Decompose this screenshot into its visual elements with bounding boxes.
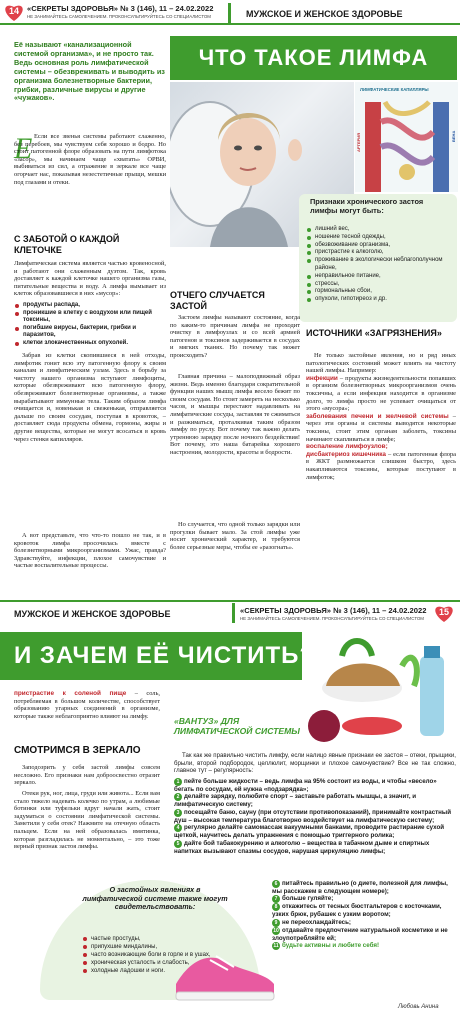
bullet-salt: пристрастие к соленой пище (14, 690, 127, 697)
heading-care: С ЗАБОТОЙ О КАЖДОЙ КЛЕТОЧКЕ (14, 234, 120, 255)
bullet-liver: заболевания печени и желчевой системы (306, 412, 449, 420)
heading-mirror: СМОТРИМСЯ В ЗЕРКАЛО (14, 745, 141, 756)
mirror-para1: Заподозрить у себя застой лимфы совсем несложно. Его признаки нам доброосвестно отразит зеркало. (14, 764, 160, 787)
sneaker-icon (170, 940, 280, 1006)
signs-list (306, 226, 454, 304)
vantuz-item: 2 делайте зарядку, полюбите спорт – заставьте работать мышцы, а значит, и лимфатическую систему; (174, 793, 417, 809)
dropcap-e: Е (14, 132, 33, 165)
vantuz-item: 5 дайте бой табакокурению и алкоголю – вещества в табачном дыме и спиртных напитках вызывают спазмы сосудов, нарушая циркуляцию лимфы; (174, 839, 430, 855)
bullet-nodes: воспаление лимфоузлов; (306, 443, 388, 451)
food-illustration (302, 626, 458, 746)
col2-para3: Но случается, что одной только зарядки или прогулки бывает мало. За стой лимфы уже носит хронический характер, и требуются более серьезные меры, чтобы ее «разогнать». (170, 521, 300, 551)
bullet-dysbiosis: дисбактериоз кишечника (306, 450, 386, 458)
stagnation-item: хроническая усталость и слабость, (82, 959, 258, 967)
col3-text: Не только застойные явления, но и ряд иных патологических состояний может влиять на чистоту нашей лимфы. Например: инфекции – продукты жизнедеятельности попавших в организм болезнетворных микроорганизмов очень токсичны, а если инфекция находится в организме долго, то лимфа просто не успевает очищаться от этого «мусора»; заболевания печени и желчевой системы – через эти органы и системы выводятся некоторые токсины, стоит этим органам заболеть, токсины начинают скапливаться в лимфе; воспаление лимфоузлов; дисбактериоз кишечника – если патогенная флора в ЖКТ размножается слишком быстро, здесь накапливаются токсины, которые поступают в лимфоток; (306, 352, 456, 481)
page-number-top: 14 (3, 2, 25, 22)
diagram-label-capillaries: ЛИМФАТИЧЕСКИЕ КАПИЛЛЯРЫ (360, 87, 429, 92)
stagnation-item: припухшие миндалины, (82, 943, 258, 951)
vantuz-list (174, 778, 456, 855)
vantuz-item: 7 больше гуляйте; (272, 895, 456, 903)
col1-list (14, 302, 166, 348)
vantuz-item: 11 будьте активны и любите себя! (273, 942, 380, 950)
stagnation-item: частые простуды, (82, 935, 258, 943)
heading-sources: ИСТОЧНИКИ «ЗАГРЯЗНЕНИЯ» (306, 328, 442, 338)
header-disclaimer-bottom: НЕ ЗАНИМАЙТЕСЬ САМОЛЕЧЕНИЕМ. ПРОКОНСУЛЬТИРУЙТЕСЬ СО СПЕЦИАЛИСТОМ (240, 616, 424, 621)
signs-item: лишний вес, (306, 226, 454, 234)
vantuz-item: 1 пейте больше жидкости – ведь лимфа на 95% состоит из воды, и чтобы «весело» бегать по сосудам, ей нужна «подзарядка»; (174, 778, 437, 793)
col1-list-item: клетки злокачественных опухолей. (14, 340, 166, 348)
col1-para4: А вот представьте, что что-то пошло не так, и в кровоток лимфа просочилась вместе с болезнетворными микроорганизмами. Ужас, правда? Здравствуйте, инфекции, плохое самочувствие и частые воспалительные процессы. (14, 532, 166, 570)
page-title-2: И ЗАЧЕМ ЕЁ ЧИСТИТЬ? (14, 642, 316, 669)
col1-list-item: продукты распада, (14, 302, 166, 310)
stagnation-item: часто возникающие боли в горле и в ушах, (82, 951, 258, 959)
author: Любовь Анина (398, 1004, 439, 1010)
stagnation-title: О застойных явлениях в лимфатической системе также могут свидетельствовать: (82, 885, 228, 912)
bullet-infections: инфекции (306, 374, 338, 382)
col1-para1: Если все звенья системы работают слаженно, без перебоев, мы чувствуем себя хорошо и бодро. Но стоит патогенной флоре образовать на пути лимфотока «засор», мы начинаем чаще «хватать» ОРВИ, выбиваться из сил, а отражение в зеркале все чаще огорчает нас, показывая незестетичные прыщи, мешки под глазами и отеки. (14, 133, 166, 186)
intro-text: Её называют «канализационной системой организма», и не просто так. Ведь основная роль лимфатической системы – обезвреживать и выводить из организма болезнетворные бактерии, грибки, различные вирусы и другие «чужаков». (14, 40, 165, 103)
vantuz-item: 4 регулярно делайте самомассаж вакуумными банками, проводите растирание сухой щеткой, научитесь делать упражнения с помощью триггерного ролика; (174, 824, 445, 840)
vantuz-item: 10 отдавайте предпочтение натуральной косметике и не злоупотребляйте ей; (272, 926, 448, 942)
vantuz-item: 3 посещайте баню, сауну (при отсутствии противопоказаний), принимайте контрастный душ – высокая температура благотворно воздействует на лимфатическую систему; (174, 808, 452, 824)
signs-item: проживание в экологически неблагополучном районе, (306, 257, 454, 273)
salt-para: пристрастие к соленой пище – соль, потребляемая в большом количестве, способствует образованию угарных соединений в организме, которые также неблагоприятно влияют на лимфу. (14, 690, 161, 720)
page-title-1: ЧТО ТАКОЕ ЛИМФА (198, 45, 429, 70)
vantuz-item: 9 не переохлаждайтесь; (272, 919, 456, 927)
header-disclaimer: НЕ ЗАНИМАЙТЕСЬ САМОЛЕЧЕНИЕМ. ПРОКОНСУЛЬТИРУЙТЕСЬ СО СПЕЦИАЛИСТОМ (27, 14, 211, 19)
signs-item: стрессы, (306, 281, 454, 289)
vantuz-title: «ВАНТУЗ» ДЛЯ ЛИМФАТИЧЕСКОЙ СИСТЕМЫ (174, 716, 300, 736)
signs-item: неправильное питание, (306, 273, 454, 281)
signs-item: ношение тесной одежды, (306, 234, 454, 242)
vantuz-item: 8 откажитесь от тесных бюстгальтеров с косточками, узких брюк, рубашек с узким воротом; (272, 903, 442, 919)
vantuz-intro: Так как же правильно чистить лимфу, если налицо явные признаки ее застоя – отеки, прыщики, брыли, второй подбородок, целлюлит, морщинки и плохое самочувствие? Все не так сложно, главное тут – регулярность: (174, 752, 456, 775)
signs-item: пристрастие к алкоголю, (306, 249, 454, 257)
healthy-food-icon (302, 626, 458, 746)
vantuz-item: 6 питайтесь правильно (о диете, полезной для лимфы, мы расскажем в следующем номере); (272, 880, 448, 895)
capillary-illustration (355, 82, 458, 192)
section-title-bottom: МУЖСКОЕ И ЖЕНСКОЕ ЗДОРОВЬЕ (14, 609, 171, 619)
sneaker-illustration (170, 940, 280, 1006)
signs-item: обезвоживание организма, (306, 242, 454, 250)
signs-item: опухоли, гипотиреоз и др. (306, 296, 454, 304)
diagram-label-vein: ВЕНА (451, 130, 456, 142)
heading-why: ОТЧЕГО СЛУЧАЕТСЯ ЗАСТОЙ (170, 290, 265, 311)
mirror-para2: Отеки рук, ног, лица, груди или живота... Если вам стало тяжело надевать колечко по утрам, а любимые ботинки или туфельки вдруг начали жать, стоит задуматься о состоянии лимфатической системы. Заметили у себя отек? Нажмите на отечную область пальцем. Если на ней образовалась вмятинка, которая разгладилась не моментально, – это тоже верный признак застоя лимфы. (14, 790, 160, 851)
signs-item: гормональные сбои, (306, 288, 454, 296)
page-number-bottom: 15 (433, 603, 455, 623)
stagnation-item: холодные ладошки и ноги. (82, 967, 258, 975)
col1-list-item: погибшие вирусы, бактерии, грибки и паразитов, (14, 325, 166, 340)
header-brand-bottom: «СЕКРЕТЫ ЗДОРОВЬЯ» № 3 (146), 11 – 24.02.2022 (240, 606, 427, 615)
vantuz-list-2 (272, 880, 456, 950)
lymph-diagram (355, 82, 458, 192)
col1-list-item: проникшие в клетку с воздухом или пищей токсины, (14, 310, 166, 325)
signs-title: Признаки хронического застоя лимфы могут быть: (310, 197, 424, 215)
col1-para2: Лимфатическая система является частью кровеносной, и работают они слаженным дуэтом. Так, кровь доставляет к каждой клеточке нашего организма газы, питательные вещества и воду. А лимфа вымывает из клеток образовавшиеся в них «мусор»: (14, 260, 166, 298)
header-brand: «СЕКРЕТЫ ЗДОРОВЬЯ» № 3 (146), 11 – 24.02.2022 (27, 4, 214, 13)
diagram-label-artery: АРТЕРИЯ (356, 132, 361, 152)
col2-para2: Главная причина – малоподвижный образ жизни. Ведь именно благодаря сократительной функции наших мышц лимфа весело бежит по своим сосудам. Но стоит замереть на несколько часов, и мышцы перестают надавливать на лимфатические сосуды, заставляя те сжиматься и разжиматься, проталкивая таким образом лимфу по руслу. Вот почему так важно делать утреннюю зарядку после ночного бездействия! Вот почему, это наша батарейка хорошего настроения, молодости, красоты и бодрости. (170, 373, 300, 456)
col2-para1: Застоем лимфы называют состояние, когда по каким-то причинам лимфа не проходит очистку в лимфоузлах и со всей армией патогенов и токсинов задерживается в сосудах и мягких тканях. Но почему так может происходить? (170, 314, 300, 359)
section-title: МУЖСКОЕ И ЖЕНСКОЕ ЗДОРОВЬЕ (246, 9, 403, 19)
col1-para3: Забрав из клетки скопившиеся в ней отходы, лимфотик гонит всю эту патогенную флору к своим каналам и лимфатическим узлам. Здесь в борьбу за чистоту нашего организма вступают лимфоциты, которые обезвреживают всю патогенную флору, обезвреживают болезнетворные организмы, а также вырабатывают иммунные тела. Таким образом лимфа очищается и, новенькая и свеженькая, отправляется дальше по своим сосудам, поступая в кровоток, – доставляет сюда продукты обмена, гормоны, жиры и другие вещества, которые не могут всосаться в кровь через стенки капилляров. (14, 352, 166, 443)
